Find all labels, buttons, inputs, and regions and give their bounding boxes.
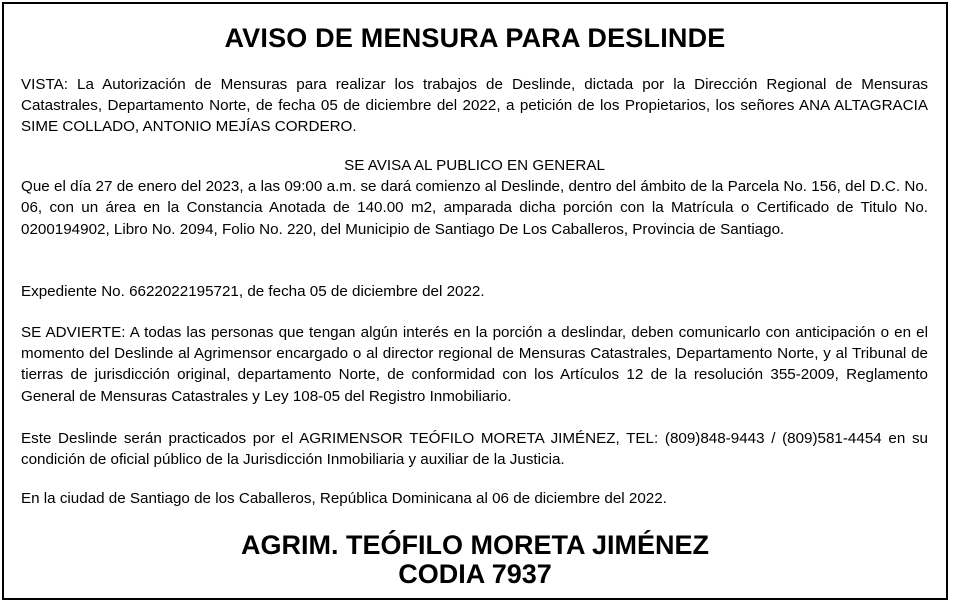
- paragraph-advierte: SE ADVIERTE: A todas las personas que tengan algún interés en la porción a deslindar, deben comunicarlo con anticipación o en el momento del Deslinde al Agrimensor encargado o al director regional de Mensuras Catastrales, Departamento Norte, y al Tribunal de tierras de jurisdicción original, departamento Norte, de conformidad con los Artículos 12 de la resolución 355-2009, Reglamento General de Mensuras Catastrales y Ley 108-05 del Registro Inmobiliario.: [21, 324, 928, 405]
- signature-name: AGRIM. TEÓFILO MORETA JIMÉNEZ: [241, 530, 709, 560]
- notice-frame: [2, 2, 948, 600]
- signature-codia: CODIA 7937: [398, 559, 552, 589]
- paragraph-vista: VISTA: La Autorización de Mensuras para realizar los trabajos de Deslinde, dictada por la Dirección Regional de Mensuras Catastrales, Departamento Norte, de fecha 05 de diciembre del 2022, a petición de los Propietarios, los señores ANA ALTAGRACIA SIME COLLADO, ANTONIO MEJÍAS CORDERO.: [21, 76, 928, 136]
- paragraph-deslinde-block: [21, 155, 928, 240]
- paragraph-deslinde: Que el día 27 de enero del 2023, a las 09:00 a.m. se dará comienzo al Deslinde, dentro del ámbito de la Parcela No. 156, del D.C. No. 06, con un área en la Constancia Anotada de 140.00 m2, amparada dicha porción con la Matrícula o Certificado de Titulo No. 0200194902, Libro No. 2094, Folio No. 220, del Municipio de Santiago De Los Caballeros, Provincia de Santiago.: [21, 178, 928, 238]
- notice-title: AVISO DE MENSURA PARA DESLINDE: [224, 23, 726, 53]
- public-notice-heading: SE AVISA AL PUBLICO EN GENERAL: [344, 157, 605, 174]
- paragraph-ciudad: En la ciudad de Santiago de los Caballeros, República Dominicana al 06 de diciembre del 2022.: [21, 490, 667, 507]
- paragraph-expediente: Expediente No. 6622022195721, de fecha 05 de diciembre del 2022.: [21, 283, 485, 300]
- paragraph-agrimensor: Este Deslinde serán practicados por el AGRIMENSOR TEÓFILO MORETA JIMÉNEZ, TEL: (809)848-9443 / (809)581-4454 en su condición de oficial público de la Jurisdicción Inmobiliaria y auxiliar de la Justicia.: [21, 430, 928, 469]
